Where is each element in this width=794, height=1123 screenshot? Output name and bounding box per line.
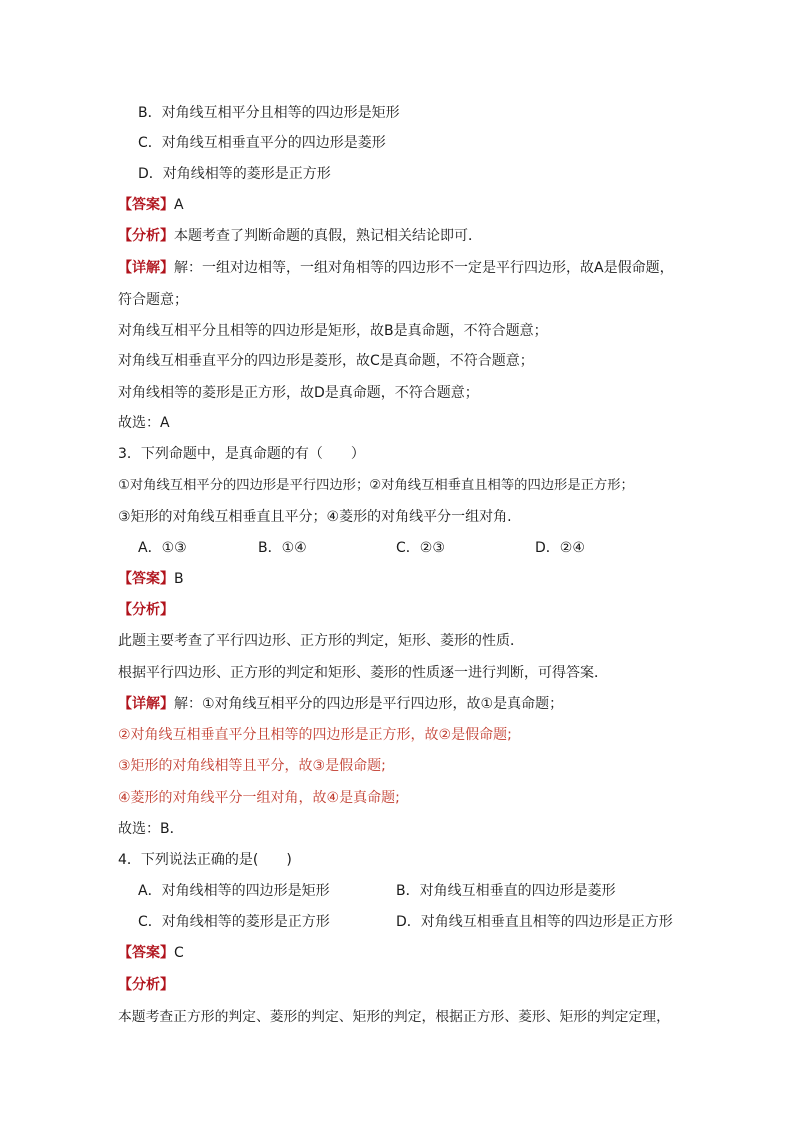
q3-choice-b: B．①④ [258,540,307,556]
q2-option-b: B．对角线互相平分且相等的四边形是矩形 [138,105,400,121]
answer-value: C [174,945,184,961]
detail-text: 解：一组对边相等，一组对角相等的四边形不一定是平行四边形，故A是假命题， [174,260,674,276]
detail-tag: 【详解】 [118,696,174,712]
q3-statement-line2: ③矩形的对角线互相垂直且平分；④菱形的对角线平分一组对角. [118,509,512,525]
q3-conclusion: 故选：B． [118,821,184,837]
q4-choice-b: B．对角线互相垂直的四边形是菱形 [396,883,616,899]
q2-detail-line4: 对角线互相垂直平分的四边形是菱形，故C是真命题，不符合题意； [118,353,534,369]
analysis-tag: 【分析】 [118,228,174,244]
q3-analysis-header [118,600,694,620]
q3-choice-a: A．①③ [138,540,187,556]
q2-analysis [118,226,694,246]
answer-tag: 【答案】 [118,945,174,961]
q2-detail-line2: 符合题意； [118,292,188,308]
q3-detail [118,694,694,714]
analysis-tag: 【分析】 [118,977,174,993]
q4-choice-d: D．对角线互相垂直且相等的四边形是正方形 [396,914,673,930]
q2-answer [118,195,694,215]
q3-stem: 3．下列命题中，是真命题的有（ ） [118,446,365,462]
detail-text: 解：①对角线互相平分的四边形是平行四边形，故①是真命题； [174,696,564,712]
analysis-tag: 【分析】 [118,602,174,618]
analysis-text: 本题考查了判断命题的真假，熟记相关结论即可． [174,228,482,244]
q2-option-c: C．对角线互相垂直平分的四边形是菱形 [138,135,386,151]
q4-analysis-line1: 本题考查正方形的判定、菱形的判定、矩形的判定，根据正方形、菱形、矩形的判定定理， [118,1009,670,1025]
q2-detail [118,258,694,278]
q4-stem: 4．下列说法正确的是( ) [118,852,292,868]
q2-detail-line3: 对角线互相平分且相等的四边形是矩形，故B是真命题，不符合题意； [118,323,548,339]
q2-detail-line5: 对角线相等的菱形是正方形，故D是真命题，不符合题意； [118,385,479,401]
q4-answer [118,943,694,963]
q3-detail-line2: ②对角线互相垂直平分且相等的四边形是正方形，故②是假命题; [118,727,512,743]
q3-analysis-line2: 根据平行四边形、正方形的判定和矩形、菱形的性质逐一进行判断，可得答案． [118,665,608,681]
q4-choice-a: A．对角线相等的四边形是矩形 [138,883,330,899]
q3-analysis-line1: 此题主要考查了平行四边形、正方形的判定，矩形、菱形的性质． [118,633,524,649]
detail-tag: 【详解】 [118,260,174,276]
answer-tag: 【答案】 [118,197,174,213]
q2-conclusion: 故选：A [118,415,170,431]
q3-detail-line3: ③矩形的对角线相等且平分，故③是假命题; [118,758,386,774]
q3-choice-c: C．②③ [396,540,445,556]
answer-value: B [174,571,184,587]
q3-detail-line4: ④菱形的对角线平分一组对角，故④是真命题; [118,790,400,806]
q3-statement-line1: ①对角线互相平分的四边形是平行四边形；②对角线互相垂直且相等的四边形是正方形； [118,478,634,493]
q4-choice-c: C．对角线相等的菱形是正方形 [138,914,330,930]
q3-choice-d: D．②④ [535,540,585,556]
answer-value: A [174,197,184,213]
q3-answer [118,569,694,589]
answer-tag: 【答案】 [118,571,174,587]
q4-analysis-header [118,975,694,995]
q2-option-d: D．对角线相等的菱形是正方形 [138,166,331,182]
